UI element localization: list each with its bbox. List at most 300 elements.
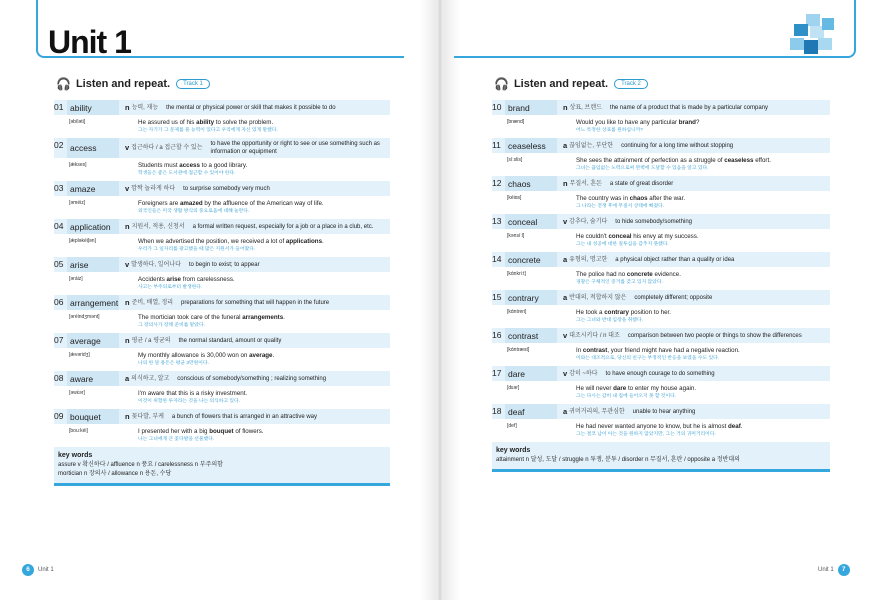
definition xyxy=(557,328,830,343)
section-heading xyxy=(54,76,390,92)
footer-right xyxy=(818,564,850,576)
vocab-entry xyxy=(492,366,830,400)
section-heading xyxy=(492,76,830,92)
definition xyxy=(119,181,390,196)
example-translation: 나는 그녀에게 큰 꽃다발을 선물했다. xyxy=(138,437,215,442)
entry-header xyxy=(492,138,830,153)
example-row xyxy=(492,267,830,286)
example-translation: 그는 다시는 감히 내 집에 들어오지 못 할 것이다. xyxy=(576,394,677,399)
example-sentence xyxy=(576,195,830,203)
example-translation: 그는 그녀와 반대 입장을 취했다. xyxy=(576,318,643,323)
pronunciation: [síːslis] xyxy=(507,157,523,163)
vocab-entry xyxy=(54,295,390,329)
key-words-box xyxy=(54,447,390,486)
vocab-word[interactable]: ability xyxy=(67,100,119,115)
example-text: . xyxy=(322,238,324,245)
example-sentence xyxy=(138,428,390,436)
example-sentence xyxy=(138,238,390,246)
example-text: He couldn't xyxy=(576,233,609,240)
example-text: Accidents xyxy=(138,276,167,283)
example-keyword: chaos xyxy=(629,195,648,202)
vocab-entry xyxy=(54,371,390,405)
part-of-speech: v xyxy=(563,330,568,340)
definition xyxy=(119,333,390,348)
definition xyxy=(557,176,830,191)
example-sentence xyxy=(576,309,830,317)
pronunciation: [kɑ́nkriːt] xyxy=(507,271,526,277)
example-row xyxy=(54,310,390,329)
vocab-word[interactable]: conceal xyxy=(505,214,557,229)
example-text: When we advertised the position, we received a lot of xyxy=(138,238,286,245)
korean-meaning: 깜짝 놀라게 하다 xyxy=(131,185,176,192)
vocab-word[interactable]: arise xyxy=(67,257,119,272)
example-text: ? xyxy=(695,119,700,126)
example-translation: 그는 내 성공에 대한 질투심을 감추지 못했다. xyxy=(576,242,669,247)
example-translation: 외국인들은 미국 생활 방식의 풍요로움에 대해 놀란다. xyxy=(138,209,250,214)
example-row xyxy=(54,158,390,177)
key-words-line: attainment n 달성, 도달 / struggle n 투쟁, 분투 / disorder n 무질서, 혼란 / opposite a 정반대의 xyxy=(496,457,740,463)
definition xyxy=(557,214,830,229)
page-number: 7 xyxy=(838,564,850,576)
pronunciation: [əméiz] xyxy=(69,200,86,206)
vocab-word[interactable]: arrangement xyxy=(67,295,119,310)
vocab-word[interactable]: amaze xyxy=(67,181,119,196)
heading-label: Listen and repeat. xyxy=(75,78,171,90)
example xyxy=(138,238,390,253)
korean-meaning: 무질서, 혼돈 xyxy=(569,180,602,187)
entry-header xyxy=(492,214,830,229)
headphones-icon: 🎧 xyxy=(56,77,71,91)
example xyxy=(138,314,390,329)
korean-meaning: 준비, 배열, 정리 xyxy=(131,299,174,306)
part-of-speech: v xyxy=(563,216,568,226)
example-translation: 그는 결코 남이 아는 것을 원하지 않았지만, 그는 거의 귀머거리이다. xyxy=(576,432,716,437)
vocab-word[interactable]: contrary xyxy=(505,290,557,305)
example-text: Foreigners are xyxy=(138,200,180,207)
entry-number: 15 xyxy=(492,292,502,302)
example-text: He assured us of his xyxy=(138,119,197,126)
example xyxy=(138,390,390,405)
example-text: The country was in xyxy=(576,195,630,202)
example-keyword: ability xyxy=(196,119,215,126)
english-definition: comparison between two people or things to show the differences xyxy=(627,332,802,339)
vocab-entry xyxy=(492,138,830,172)
english-definition: the name of a product that is made by a particular company xyxy=(609,104,769,111)
english-definition: continuing for a long time without stopping xyxy=(621,142,734,149)
vocab-word[interactable]: application xyxy=(67,219,119,234)
english-definition: to have enough courage to do something xyxy=(605,370,715,377)
example-sentence xyxy=(138,162,390,170)
cube-cluster-icon xyxy=(786,12,838,58)
example xyxy=(138,162,390,177)
example-text: . xyxy=(283,314,285,321)
pronunciation: [kɑ́ntræst] xyxy=(507,347,530,353)
example xyxy=(138,352,390,367)
example-text: by the affluence of the American way of life. xyxy=(202,200,324,207)
entry-header xyxy=(492,328,830,343)
example-text: . xyxy=(740,423,743,430)
page-number: 6 xyxy=(22,564,34,576)
example-row xyxy=(492,191,830,210)
pronunciation: [əréindʒmənt] xyxy=(69,314,100,320)
entry-number: 10 xyxy=(492,102,502,112)
vocab-entry xyxy=(492,100,830,134)
vocab-word[interactable]: brand xyxy=(505,100,557,115)
entry-number: 07 xyxy=(54,335,64,345)
example-keyword: bouquet xyxy=(209,428,234,435)
example-text: , your friend might have had a negative reaction. xyxy=(607,347,740,354)
entry-header xyxy=(492,100,830,115)
vocab-word[interactable]: ceaseless xyxy=(505,138,557,153)
vocab-entry xyxy=(54,138,390,177)
pronunciation: [ǽvəridʒ] xyxy=(69,352,90,358)
entry-number: 17 xyxy=(492,368,502,378)
entry-header xyxy=(54,257,390,272)
entry-number: 06 xyxy=(54,297,64,307)
example-keyword: dare xyxy=(613,385,627,392)
part-of-speech: a xyxy=(563,292,568,302)
example-sentence xyxy=(138,352,390,360)
example-text: to solve the problem. xyxy=(214,119,274,126)
entry-number: 03 xyxy=(54,183,64,193)
example-sentence xyxy=(576,423,830,431)
entry-number: 18 xyxy=(492,406,502,416)
english-definition: a bunch of flowers that is arranged in an attractive way xyxy=(171,413,317,420)
example-text: He had never wanted anyone to know, but he is almost xyxy=(576,423,729,430)
entry-number: 12 xyxy=(492,178,502,188)
example-sentence xyxy=(138,390,390,398)
english-definition: to begin to exist; to appear xyxy=(188,261,260,268)
vocab-entry xyxy=(54,100,390,134)
entry-header xyxy=(492,176,830,191)
footer-label: Unit 1 xyxy=(38,567,54,573)
example-text: He will never xyxy=(576,385,614,392)
example xyxy=(138,428,390,443)
korean-meaning: 귀머거리의, 무관심한 xyxy=(569,408,625,415)
entry-header xyxy=(54,371,390,386)
example-translation: 그 나라는 전쟁 후에 무질서 상태에 빠졌다. xyxy=(576,204,665,209)
example-translation: 그는 자기가 그 문제를 풀 능력이 있다고 우리에게 자신 있게 말했다. xyxy=(138,128,278,133)
korean-meaning: 감추다, 숨기다 xyxy=(569,218,608,225)
example-text: He took a xyxy=(576,309,605,316)
example-row xyxy=(492,419,830,438)
korean-meaning: 감히 ~하다 xyxy=(569,370,598,377)
english-definition: to have the opportunity or right to see or use something such as information or equipment xyxy=(210,141,380,155)
example-keyword: applications xyxy=(285,238,323,245)
korean-meaning: 꽃다발, 부케 xyxy=(131,413,164,420)
vocab-word[interactable]: concrete xyxy=(505,252,557,267)
vocab-entry xyxy=(492,176,830,210)
example xyxy=(576,385,830,400)
korean-meaning: 상표, 브랜드 xyxy=(569,104,602,111)
english-definition: a state of great disorder xyxy=(609,180,674,187)
example xyxy=(576,157,830,172)
definition xyxy=(119,371,390,386)
example-keyword: access xyxy=(179,162,200,169)
example-text: to enter my house again. xyxy=(626,385,697,392)
part-of-speech: n xyxy=(125,102,130,112)
part-of-speech: n xyxy=(125,411,130,421)
example-sentence xyxy=(138,200,390,208)
pronunciation: [dɛər] xyxy=(507,385,520,391)
entry-number: 05 xyxy=(54,259,64,269)
example-translation: 나의 한 달 용돈은 평균 3만원이다. xyxy=(138,361,209,366)
pronunciation: [kənsíːl] xyxy=(507,233,525,239)
example-keyword: contrast xyxy=(582,347,608,354)
example-text: from carelessness. xyxy=(181,276,235,283)
entry-header xyxy=(54,138,390,158)
heading-label: Listen and repeat. xyxy=(513,78,609,90)
vocab-entry xyxy=(492,290,830,324)
example-keyword: deaf xyxy=(728,423,741,430)
footer-label: Unit 1 xyxy=(818,567,834,573)
part-of-speech: a xyxy=(125,373,130,383)
example-text: to a good library. xyxy=(199,162,248,169)
entry-number: 14 xyxy=(492,254,502,264)
definition xyxy=(119,138,390,158)
part-of-speech: a xyxy=(563,140,568,150)
part-of-speech: v xyxy=(563,368,568,378)
entry-number: 01 xyxy=(54,102,64,112)
english-definition: a formal written request, especially for a job or a place in a club, etc. xyxy=(192,223,374,230)
example-keyword: contrary xyxy=(604,309,629,316)
key-words-line: assure v 확신하다 / affluence n 풍요 / carelessness n 부주의함 xyxy=(58,462,223,468)
definition xyxy=(557,404,830,419)
example-text: The police had no xyxy=(576,271,627,278)
example-text: I'm aware that this is a risky investment. xyxy=(138,390,248,397)
definition xyxy=(119,100,390,115)
example-row xyxy=(54,424,390,443)
example-row xyxy=(492,305,830,324)
example-row xyxy=(54,115,390,134)
vocab-list xyxy=(492,100,830,438)
example-row xyxy=(492,229,830,248)
example-row xyxy=(54,386,390,405)
example-text: Students must xyxy=(138,162,180,169)
example xyxy=(576,347,830,362)
example-text: . xyxy=(272,352,275,359)
example-row xyxy=(492,153,830,172)
english-definition: to hide somebody/something xyxy=(615,218,693,225)
book-gutter xyxy=(420,0,460,600)
key-words-title: key words xyxy=(58,452,93,459)
part-of-speech: n xyxy=(125,221,130,231)
key-words-title: key words xyxy=(496,447,531,454)
example-text: of flowers. xyxy=(233,428,264,435)
footer-left xyxy=(22,564,54,576)
example-text: effort. xyxy=(753,157,771,164)
example-translation: 우리가 그 일자리를 광고했을 때 많은 지원서가 들어왔다. xyxy=(138,247,256,252)
korean-meaning: 접근하다 / a 접근할 수 있는 xyxy=(131,145,203,151)
headphones-icon: 🎧 xyxy=(494,77,509,91)
example-text: The mortician took care of the funeral xyxy=(138,314,243,321)
entry-header xyxy=(54,409,390,424)
definition xyxy=(119,257,390,272)
pronunciation: [brænd] xyxy=(507,119,525,125)
example-row xyxy=(54,272,390,291)
right-page xyxy=(492,76,830,472)
example-text: She sees the attainment of perfection as a struggle of xyxy=(576,157,725,164)
example-translation: 이것이 위험한 투자라는 것을 나는 의식하고 있다. xyxy=(138,399,241,404)
vocab-word[interactable]: deaf xyxy=(505,404,557,419)
example xyxy=(576,195,830,210)
left-page xyxy=(54,76,390,486)
example xyxy=(576,233,830,248)
korean-meaning: 능력, 재능 xyxy=(131,104,159,111)
example-row xyxy=(54,196,390,215)
example-translation: 어느 특정한 상표를 원하십니까? xyxy=(576,128,643,133)
entry-header xyxy=(54,100,390,115)
english-definition: the mental or physical power or skill that makes it possible to do xyxy=(166,104,336,111)
korean-meaning: 지원서, 적용, 신청서 xyxy=(131,223,185,230)
example-translation: 경찰은 구체적인 증거를 갖고 있지 않았다. xyxy=(576,280,663,285)
vocab-entry xyxy=(492,214,830,248)
pronunciation: [kéiɑs] xyxy=(507,195,522,201)
example-keyword: brand xyxy=(678,119,696,126)
vocab-word[interactable]: access xyxy=(67,138,119,158)
part-of-speech: a xyxy=(563,406,568,416)
example-translation: 이와는 대조적으로, 당신의 친구는 부정적인 반응을 보였을 수도 있다. xyxy=(576,356,720,361)
vocab-entry xyxy=(492,328,830,362)
pronunciation: [bouːkéi] xyxy=(69,428,88,434)
key-words-box xyxy=(492,442,830,472)
example-row xyxy=(54,234,390,253)
english-definition: completely different; opposite xyxy=(634,294,713,301)
track-badge[interactable]: Track 2 xyxy=(614,79,648,89)
korean-meaning: 평균 / a 평균의 xyxy=(131,337,171,344)
example-text: My monthly allowance is 30,000 won on xyxy=(138,352,250,359)
example xyxy=(576,271,830,286)
pronunciation: [əráiz] xyxy=(69,276,83,282)
example-text: after the war. xyxy=(647,195,686,202)
pronunciation: [ǽpləkéiʃən] xyxy=(69,238,96,244)
example-sentence xyxy=(138,314,390,322)
track-badge[interactable]: Track 1 xyxy=(176,79,210,89)
example-row xyxy=(492,115,830,134)
example-sentence xyxy=(576,385,830,393)
vocab-entry xyxy=(54,181,390,215)
vocab-word[interactable]: chaos xyxy=(505,176,557,191)
definition xyxy=(557,252,830,267)
example xyxy=(138,276,390,291)
vocab-list xyxy=(54,100,390,443)
example-keyword: conceal xyxy=(608,233,632,240)
entry-number: 08 xyxy=(54,373,64,383)
example-text: evidence. xyxy=(652,271,681,278)
part-of-speech: v xyxy=(125,143,130,152)
vocab-entry xyxy=(492,252,830,286)
definition xyxy=(119,295,390,310)
entry-header xyxy=(492,290,830,305)
example-sentence xyxy=(576,347,830,355)
example-keyword: concrete xyxy=(626,271,653,278)
example-text: I presented her with a big xyxy=(138,428,210,435)
example-sentence xyxy=(138,119,390,127)
entry-number: 11 xyxy=(492,140,501,150)
vocab-word[interactable]: bouquet xyxy=(67,409,119,424)
part-of-speech: n xyxy=(563,178,568,188)
example-sentence xyxy=(138,276,390,284)
example-keyword: ceaseless xyxy=(724,157,754,164)
part-of-speech: n xyxy=(125,335,130,345)
example-keyword: amazed xyxy=(179,200,203,207)
part-of-speech: v xyxy=(125,259,130,269)
pronunciation: [əwέər] xyxy=(69,390,85,396)
example xyxy=(576,423,830,438)
example-translation: 학생들은 좋은 도서관에 접근할 수 있어야 한다. xyxy=(138,171,236,176)
entry-number: 09 xyxy=(54,411,64,421)
entry-number: 16 xyxy=(492,330,502,340)
part-of-speech: n xyxy=(563,102,568,112)
korean-meaning: 유형의, 명고한 xyxy=(569,256,608,263)
example-row xyxy=(492,343,830,362)
entry-number: 13 xyxy=(492,216,502,226)
korean-meaning: 의식하고, 알고 xyxy=(131,375,170,382)
pronunciation: [kɑ́ntreri] xyxy=(507,309,527,315)
example-text: In xyxy=(576,347,583,354)
english-definition: to surprise somebody very much xyxy=(183,185,270,192)
entry-header xyxy=(492,404,830,419)
example-text: Would you like to have any particular xyxy=(576,119,679,126)
example-text: position to her. xyxy=(628,309,671,316)
vocab-word[interactable]: aware xyxy=(67,371,119,386)
english-definition: preparations for something that will happen in the future xyxy=(181,299,330,306)
pronunciation: [əbíləti] xyxy=(69,119,86,125)
vocab-word[interactable]: average xyxy=(67,333,119,348)
english-definition: conscious of somebody/something ; realizing something xyxy=(177,375,327,382)
vocab-entry xyxy=(54,257,390,291)
example-keyword: average xyxy=(249,352,273,359)
english-definition: the normal standard, amount or quality xyxy=(178,337,282,344)
example xyxy=(138,119,390,134)
korean-meaning: 반대의, 적합하지 않은 xyxy=(569,294,627,301)
example-text: his envy at my success. xyxy=(631,233,699,240)
example-sentence xyxy=(576,119,830,127)
example-sentence xyxy=(576,157,830,165)
vocab-word[interactable]: dare xyxy=(505,366,557,381)
example-translation: 사고는 부주의로부터 발생한다. xyxy=(138,285,203,290)
part-of-speech: a xyxy=(563,254,568,264)
example xyxy=(576,119,830,134)
entry-header xyxy=(54,333,390,348)
korean-meaning: 끊임없는, 부단한 xyxy=(569,142,614,149)
unit-title: Unit 1 xyxy=(48,24,131,60)
definition xyxy=(557,366,830,381)
example-keyword: arise xyxy=(166,276,181,283)
example-row xyxy=(54,348,390,367)
example-keyword: arrangements xyxy=(242,314,284,321)
entry-header xyxy=(54,219,390,234)
vocab-entry xyxy=(492,404,830,438)
example-row xyxy=(492,381,830,400)
definition xyxy=(557,138,830,153)
korean-meaning: 발생하다, 일어나다 xyxy=(131,261,181,268)
part-of-speech: v xyxy=(125,183,130,193)
key-words-line: mortician n 장의사 / allowance n 용돈, 수당 xyxy=(58,471,172,477)
english-definition: unable to hear anything xyxy=(632,408,696,415)
definition xyxy=(557,100,830,115)
korean-meaning: 대조시키다 / n 대조 xyxy=(569,332,620,339)
definition xyxy=(557,290,830,305)
part-of-speech: n xyxy=(125,297,130,307)
example-sentence xyxy=(576,271,830,279)
example xyxy=(138,200,390,215)
definition xyxy=(119,219,390,234)
entry-header xyxy=(54,181,390,196)
vocab-word[interactable]: contrast xyxy=(505,328,557,343)
english-definition: a physical object rather than a quality or idea xyxy=(615,256,735,263)
vocab-entry xyxy=(54,333,390,367)
